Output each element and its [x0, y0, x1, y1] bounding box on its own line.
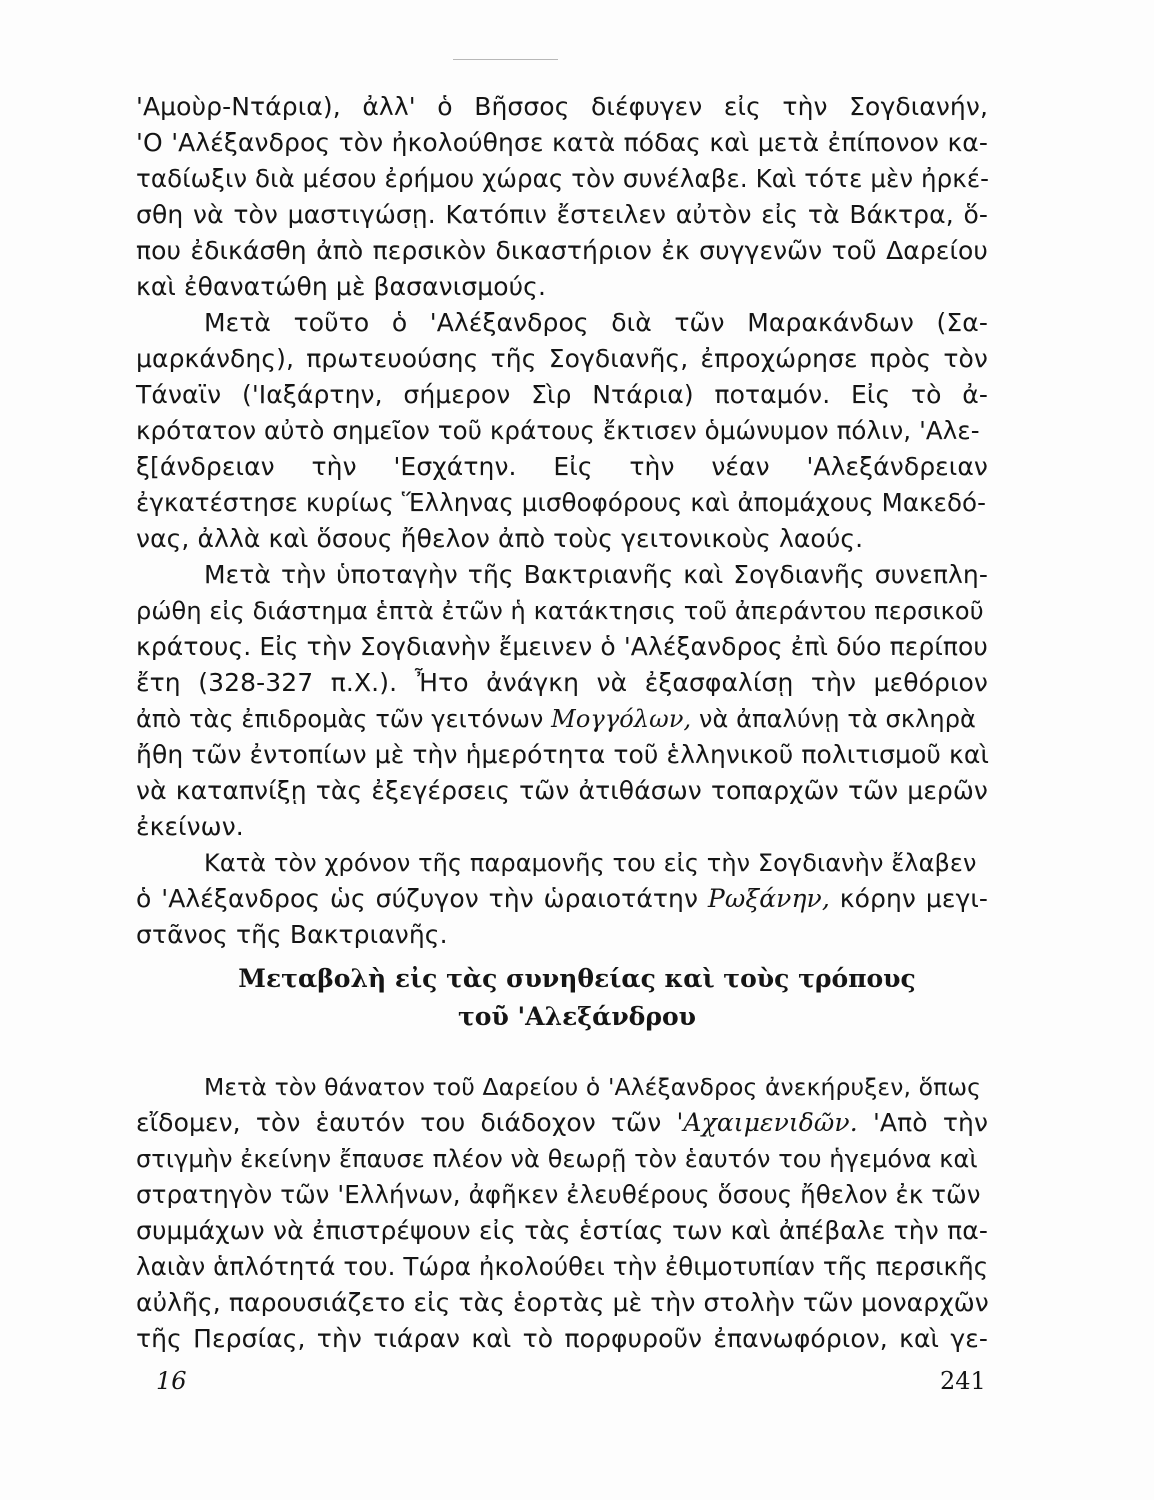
text-line: μαρκάνδης), πρωτευούσης τῆς Σογδιανῆς, ἐπροχώρησε πρὸς τὸν [136, 344, 988, 373]
text-line [136, 882, 988, 916]
text-line: Μετὰ τὸν θάνατον τοῦ Δαρείου ὁ 'Αλέξανδρος ἀνεκήρυξεν, ὅπως [204, 1073, 981, 1101]
section-heading: Μεταβολὴ εἰς τὰς συνηθείας καὶ τοὺς τρόπους [238, 964, 916, 993]
text-line [136, 702, 988, 736]
text-line: στρατηγὸν τῶν 'Ελλήνων, ἀφῆκεν ἐλευθέρους ὅσους ἤθελον ἐκ τῶν [136, 1180, 981, 1209]
text-line: Μετὰ τὴν ὑποταγὴν τῆς Βακτριανῆς καὶ Σογδιανῆς συνεπλη- [204, 560, 988, 589]
scan-artifact-line [453, 59, 558, 60]
text-line: κράτους. Εἰς τὴν Σογδιανὴν ἔμεινεν ὁ 'Αλέξανδρος ἐπὶ δύο περίπου [136, 632, 988, 661]
text-line: ταδίωξιν διὰ μέσου ἐρήμου χώρας τὸν συνέλαβε. Καὶ τότε μὲν ἠρκέ- [136, 164, 990, 193]
text-line: συμμάχων νὰ ἐπιστρέψουν εἰς τὰς ἑστίας των καὶ ἀπέβαλε τὴν πα- [136, 1216, 988, 1245]
text-line: στιγμὴν ἐκείνην ἔπαυσε πλέον νὰ θεωρῇ τὸν ἑαυτόν του ἡγεμόνα καὶ [136, 1145, 978, 1173]
text-fragment: εἴδομεν, τὸν ἑαυτόν του διάδοχον τῶν [136, 1108, 662, 1137]
text-line: ρώθη εἰς διάστημα ἑπτὰ ἐτῶν ἡ κατάκτησις τοῦ ἀπεράντου περσικοῦ [136, 597, 984, 625]
text-fragment: ἀπὸ τὰς ἐπιδρομὰς τῶν γειτόνων [136, 705, 544, 733]
text-line: νὰ καταπνίξῃ τὰς ἐξεγέρσεις τῶν ἀτιθάσων τοπαρχῶν τῶν μερῶν [136, 776, 988, 805]
text-line: 'Ο 'Αλέξανδρος τὸν ἠκολούθησε κατὰ πόδας καὶ μετὰ ἐπίπονον κα- [136, 128, 988, 157]
italic-term-achaemenids: 'Αχαιμενιδῶν. [676, 1108, 858, 1137]
text-line [136, 1106, 988, 1140]
italic-term-roxane: Ρωξάνην, [707, 884, 830, 913]
text-line: που ἐδικάσθη ἀπὸ περσικὸν δικαστήριον ἐκ συγγενῶν τοῦ Δαρείου [136, 236, 988, 265]
text-line: ἐγκατέστησε κυρίως Ἕλληνας μισθοφόρους καὶ ἀπομάχους Μακεδό- [136, 488, 987, 517]
text-line: στᾶνος τῆς Βακτριανῆς. [136, 920, 448, 949]
text-line: Μετὰ τοῦτο ὁ 'Αλέξανδρος διὰ τῶν Μαρακάνδων (Σα- [204, 308, 988, 337]
text-line: ἔτη (328-327 π.Χ.). Ἦτο ἀνάγκη νὰ ἐξασφαλίσῃ τὴν μεθόριον [136, 668, 988, 697]
text-line: ξ[άνδρειαν τὴν 'Εσχάτην. Εἰς τὴν νέαν 'Αλεξάνδρειαν [136, 452, 988, 481]
text-line: ἤθη τῶν ἐντοπίων μὲ τὴν ἡμερότητα τοῦ ἑλληνικοῦ πολιτισμοῦ καὶ [136, 740, 990, 769]
text-fragment: κόρην μεγι- [839, 884, 989, 913]
text-fragment: ὁ 'Αλέξανδρος ὡς σύζυγον τὴν ὡραιοτάτην [136, 884, 699, 913]
text-line: νας, ἀλλὰ καὶ ὅσους ἤθελον ἀπὸ τοὺς γειτονικοὺς λαούς. [136, 524, 864, 553]
italic-term-mongols: Μογγόλων, [551, 705, 692, 733]
text-line: κρότατον αὐτὸ σημεῖον τοῦ κράτους ἔκτισεν ὁμώνυμον πόλιν, 'Αλε- [136, 416, 980, 445]
section-heading-continued: τοῦ 'Αλεξάνδρου [457, 1002, 697, 1031]
text-fragment: νὰ ἀπαλύνῃ τὰ σκληρὰ [698, 705, 976, 733]
text-line: σθη νὰ τὸν μαστιγώσῃ. Κατόπιν ἔστειλεν αὐτὸν εἰς τὰ Βάκτρα, ὅ- [136, 200, 988, 229]
text-line: λαιὰν ἁπλότητά του. Τώρα ἠκολούθει τὴν ἐθιμοτυπίαν τῆς περσικῆς [136, 1252, 989, 1281]
text-line: αὐλῆς, παρουσιάζετο εἰς τὰς ἑορτὰς μὲ τὴν στολὴν τῶν μοναρχῶν [136, 1288, 989, 1317]
signature-mark: 16 [156, 1367, 187, 1395]
text-line: καὶ ἐθανατώθη μὲ βασανισμούς. [136, 272, 547, 301]
page-number: 241 [940, 1367, 986, 1395]
text-fragment: 'Απὸ τὴν [872, 1108, 989, 1137]
text-line: Τάναϊν ('Ιαξάρτην, σήμερον Σὶρ Ντάρια) ποταμόν. Εἰς τὸ ἀ- [136, 380, 988, 409]
text-line: ἐκείνων. [136, 812, 244, 841]
text-line: τῆς Περσίας, τὴν τιάραν καὶ τὸ πορφυροῦν ἐπανωφόριον, καὶ γε- [136, 1324, 988, 1353]
text-line: 'Αμοὺρ-Ντάρια), ἀλλ' ὁ Βῆσσος διέφυγεν εἰς τὴν Σογδιανήν, [136, 92, 988, 121]
text-line: Κατὰ τὸν χρόνον τῆς παραμονῆς του εἰς τὴν Σογδιανὴν ἔλαβεν [204, 849, 977, 877]
